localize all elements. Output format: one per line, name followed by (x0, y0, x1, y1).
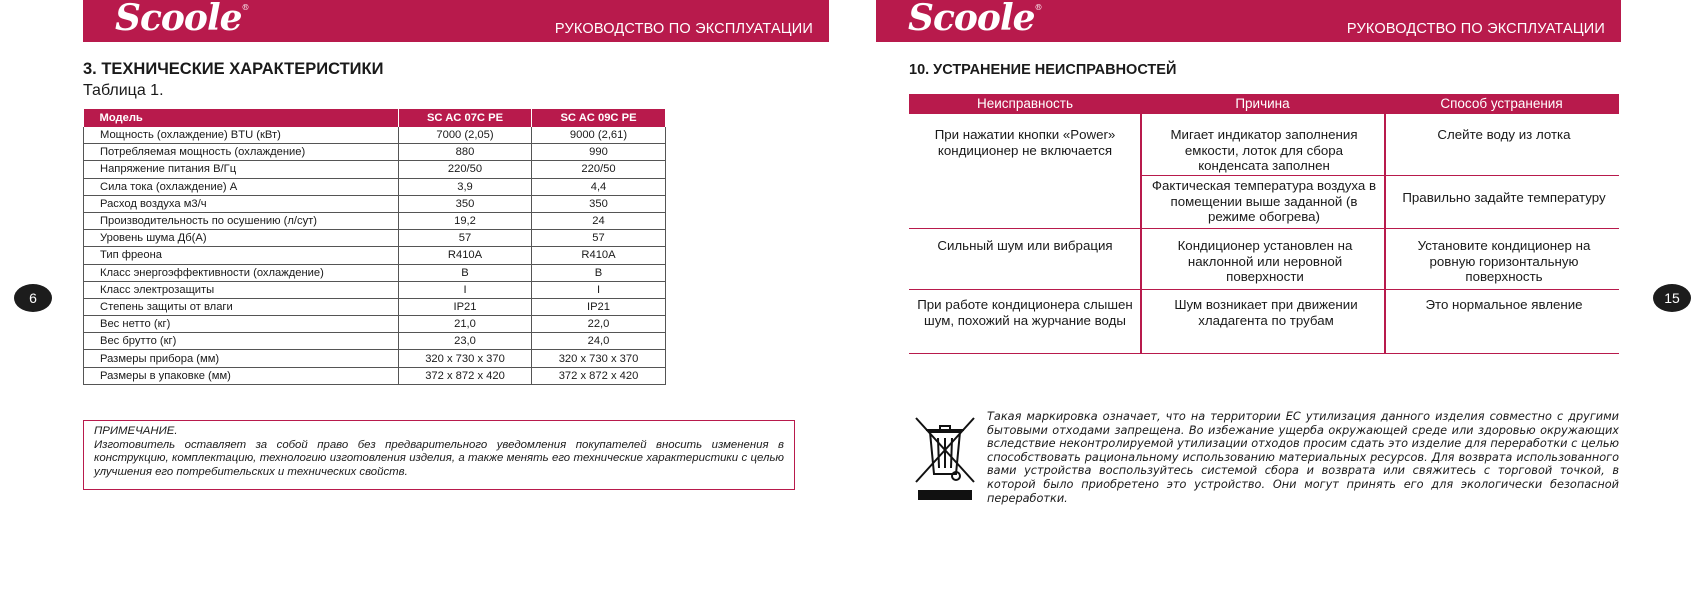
spec-header-model-09: SC AC 09C PE (532, 109, 666, 127)
spec-parameter: Уровень шума Дб(А) (84, 230, 399, 247)
spec-value: В (399, 264, 532, 281)
spec-value: 7000 (2,05) (399, 127, 532, 144)
spec-table-row (84, 298, 666, 315)
problem-cell: При нажатии кнопки «Power» кондиционер не включается (934, 127, 1116, 158)
section-title-troubleshooting: 10. УСТРАНЕНИЕ НЕИСПРАВНОСТЕЙ (909, 62, 1177, 78)
spec-parameter: Производительность по осушению (л/сут) (84, 212, 399, 229)
table-caption: Таблица 1. (83, 82, 164, 99)
table-divider (909, 228, 1619, 229)
note-body: Изготовитель оставляет за собой право без предварительного уведомления покупателей вносить изменения в конструкцию, комплектацию, технологию изготовления изделия, а также менять его технические характеристики с целью улучшения его потребительских и технических свойств. (94, 438, 784, 478)
table-divider (1142, 175, 1619, 176)
spec-value: В (532, 264, 666, 281)
solution-cell: Это нормальное явление (1425, 297, 1583, 312)
spec-table-row (84, 333, 666, 350)
spec-table-row (84, 350, 666, 367)
cause-cell: Шум возникает при движении хладагента по трубам (1174, 297, 1358, 328)
spec-value: 220/50 (399, 161, 532, 178)
solution-cell: Слейте воду из лотка (1437, 127, 1571, 142)
problem-cell: Сильный шум или вибрация (937, 238, 1113, 253)
spec-value: 57 (399, 230, 532, 247)
table-divider (1384, 114, 1386, 353)
right-page-header (876, 0, 1621, 42)
brand-logo: Scoole® (115, 0, 249, 39)
spec-parameter: Вес нетто (кг) (84, 316, 399, 333)
note-title: ПРИМЕЧАНИЕ. (94, 425, 178, 437)
table-divider (909, 289, 1619, 290)
spec-value: 21,0 (399, 316, 532, 333)
spec-value: 350 (532, 195, 666, 212)
spec-value: 4,4 (532, 178, 666, 195)
spec-table-row (84, 247, 666, 264)
spec-value: IP21 (399, 298, 532, 315)
section-title-specs: 3. ТЕХНИЧЕСКИЕ ХАРАКТЕРИСТИКИ (83, 60, 384, 78)
spec-value: 320 x 730 x 370 (399, 350, 532, 367)
page-number-right: 15 (1653, 284, 1691, 312)
cause-cell: Фактическая температура воздуха в помещении выше заданной (в режиме обогрева) (1151, 178, 1377, 224)
spec-value: 23,0 (399, 333, 532, 350)
spec-table-row (84, 316, 666, 333)
spec-header-model: Модель (84, 109, 399, 127)
spec-parameter: Сила тока (охлаждение) А (84, 178, 399, 195)
spec-parameter: Тип фреона (84, 247, 399, 264)
spec-value: 22,0 (532, 316, 666, 333)
spec-table-row (84, 212, 666, 229)
spec-table (83, 109, 666, 385)
spec-value: 320 x 730 x 370 (532, 350, 666, 367)
spec-parameter: Расход воздуха м3/ч (84, 195, 399, 212)
table-divider (909, 353, 1619, 354)
spec-parameter: Степень защиты от влаги (84, 298, 399, 315)
spec-table-row (84, 178, 666, 195)
spec-table-row (84, 144, 666, 161)
cause-cell: Кондиционер установлен на наклонной или неровной поверхности (1177, 238, 1353, 284)
disposal-notice: Такая маркировка означает, что на территории ЕС утилизация данного изделия совместно с другими бытовыми отходами запрещена. Во избежание ущерба окружающей среде или здоровью окружающих вследствие неконтролируемой утилизации отходов просим сдать это изделие для переработки с целью способствовать рациональному использованию материальных ресурсов. Для возврата использованного вами устройства воспользуйтесь системой сбора и возврата или свяжитесь с торговой точкой, в которой было приобретено это устройство. Они могут принять его для экологически безопасной переработки. (987, 410, 1619, 505)
spec-value: 19,2 (399, 212, 532, 229)
spec-value: 990 (532, 144, 666, 161)
spec-parameter: Потребляемая мощность (охлаждение) (84, 144, 399, 161)
spec-table-row (84, 161, 666, 178)
spec-value: I (399, 281, 532, 298)
spec-header-model-07: SC AC 07C PE (399, 109, 532, 127)
spec-parameter: Размеры в упаковке (мм) (84, 367, 399, 384)
page-number-left: 6 (14, 284, 52, 312)
spec-value: 350 (399, 195, 532, 212)
spec-table-row (84, 127, 666, 144)
brand-logo: Scoole® (908, 0, 1042, 39)
spec-value: 880 (399, 144, 532, 161)
spec-parameter: Напряжение питания В/Гц (84, 161, 399, 178)
note-box (83, 420, 795, 490)
spec-parameter: Класс энергоэффективности (охлаждение) (84, 264, 399, 281)
spec-value: 9000 (2,61) (532, 127, 666, 144)
spec-value: R410A (399, 247, 532, 264)
spec-value: 3,9 (399, 178, 532, 195)
left-page-header (83, 0, 829, 42)
spec-value: 220/50 (532, 161, 666, 178)
spec-value: 24 (532, 212, 666, 229)
spec-value: 372 x 872 x 420 (399, 367, 532, 384)
header-solution: Способ устранения (1440, 96, 1563, 111)
troubleshooting-table-header (909, 94, 1619, 114)
header-problem: Неисправность (977, 96, 1073, 111)
spec-table-row (84, 195, 666, 212)
spec-value: IP21 (532, 298, 666, 315)
spec-value: R410A (532, 247, 666, 264)
spec-table-row (84, 264, 666, 281)
problem-cell: При работе кондиционера слышен шум, похожий на журчание воды (917, 297, 1133, 328)
spec-parameter: Размеры прибора (мм) (84, 350, 399, 367)
spec-parameter: Вес брутто (кг) (84, 333, 399, 350)
solution-cell: Установите кондиционер на ровную горизонтальную поверхность (1417, 238, 1591, 284)
crossed-out-wheelie-bin-icon (912, 414, 978, 500)
spec-table-row (84, 281, 666, 298)
spec-table-row (84, 367, 666, 384)
spec-value: 372 x 872 x 420 (532, 367, 666, 384)
spec-table-header (84, 109, 666, 127)
spec-table-row (84, 230, 666, 247)
table-divider (1140, 114, 1142, 353)
spec-value: 57 (532, 230, 666, 247)
header-title: РУКОВОДСТВО ПО ЭКСПЛУАТАЦИИ (554, 21, 813, 37)
cause-cell: Мигает индикатор заполнения емкости, лоток для сбора конденсата заполнен (1170, 127, 1358, 173)
spec-parameter: Мощность (охлаждение) BTU (кВт) (84, 127, 399, 144)
spec-value: 24,0 (532, 333, 666, 350)
header-cause: Причина (1235, 96, 1290, 111)
spec-value: I (532, 281, 666, 298)
spec-parameter: Класс электрозащиты (84, 281, 399, 298)
solution-cell: Правильно задайте температуру (1402, 190, 1606, 205)
header-title: РУКОВОДСТВО ПО ЭКСПЛУАТАЦИИ (1346, 21, 1605, 37)
